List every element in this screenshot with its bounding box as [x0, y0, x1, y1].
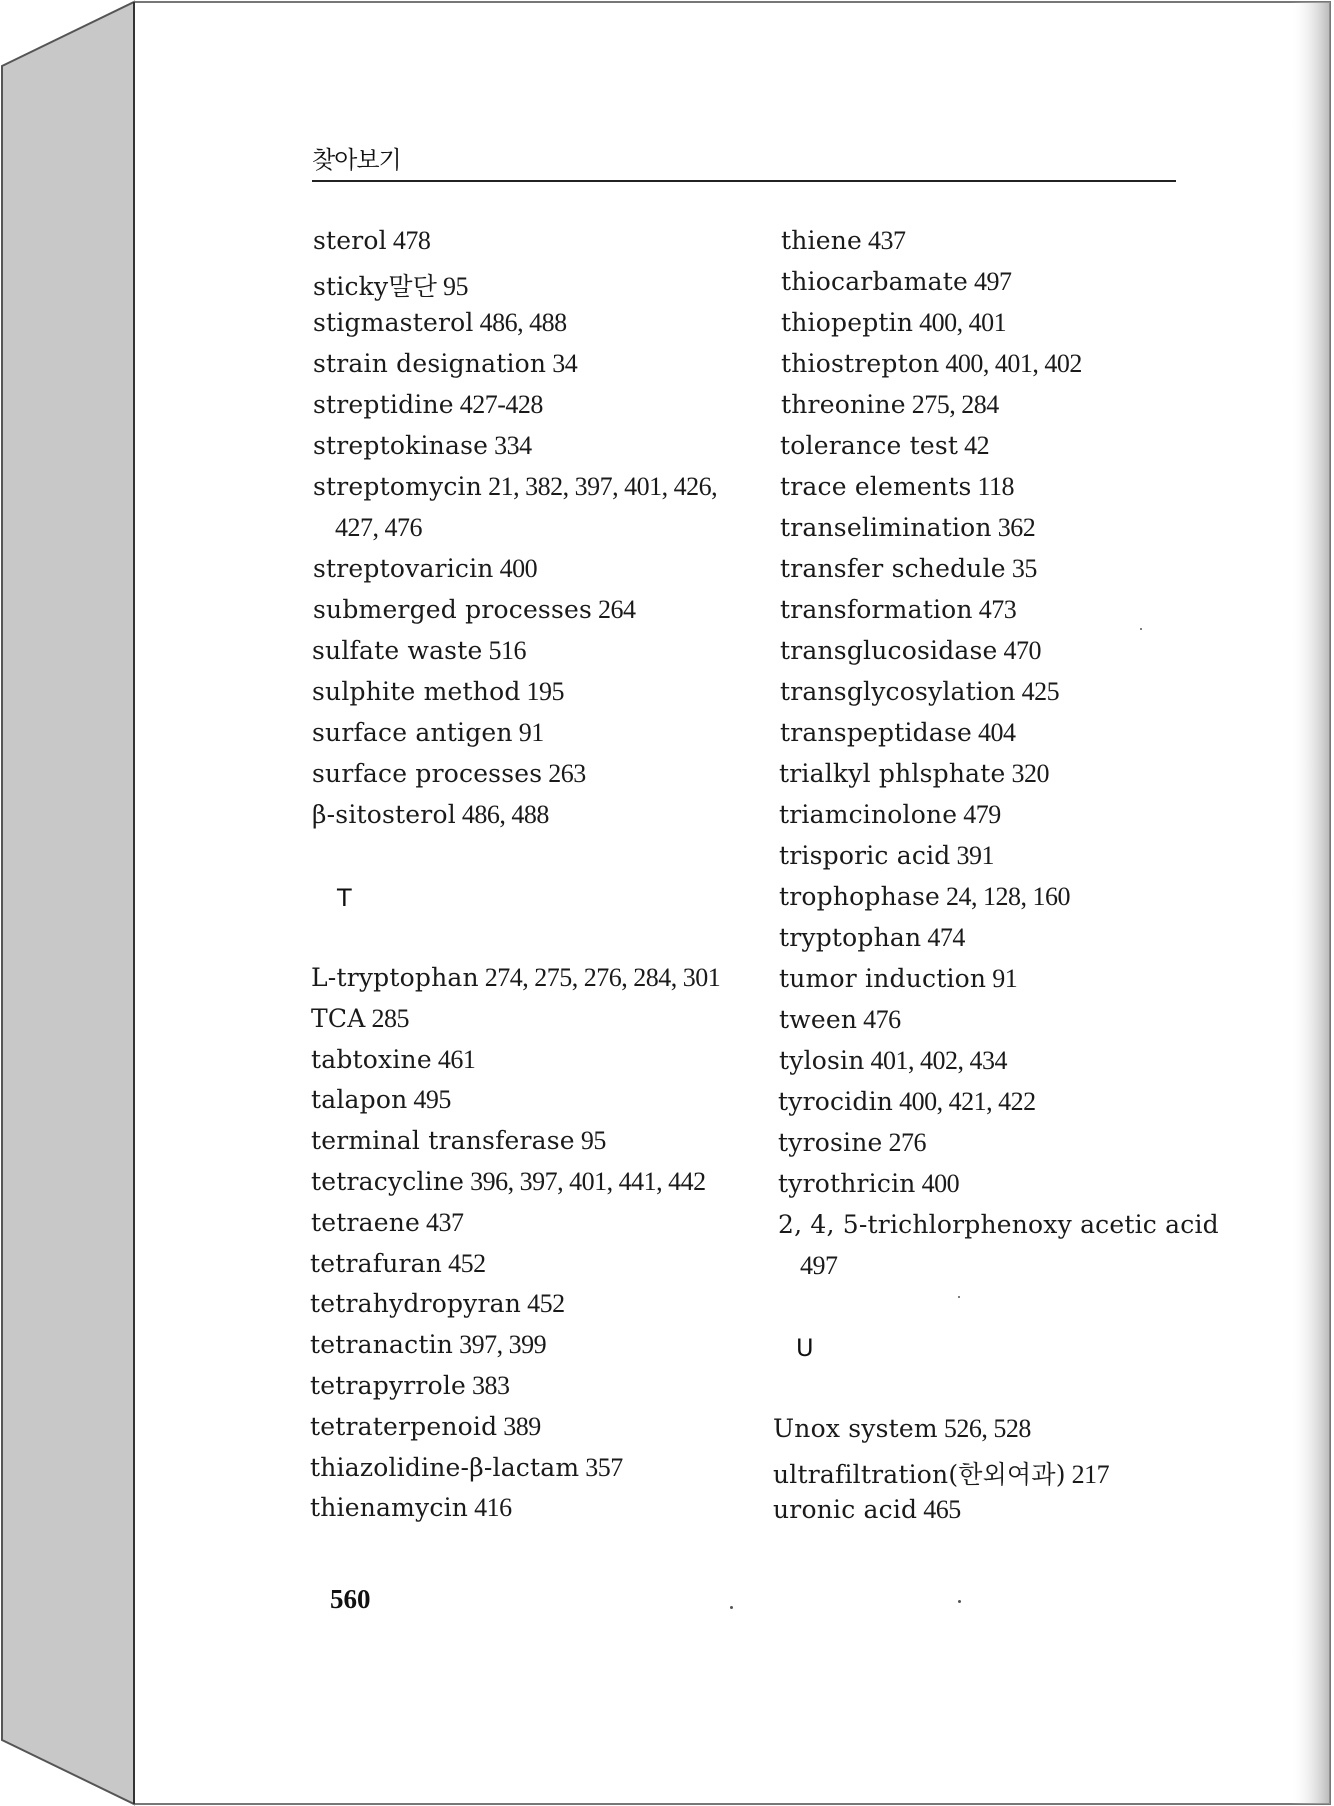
index-entry: [779, 882, 1070, 912]
index-term: tylosin: [779, 1046, 865, 1075]
index-entry: [311, 1045, 475, 1075]
page-right-shadow: [1290, 2, 1330, 1804]
index-pages: 497: [800, 1251, 838, 1280]
index-entry: [311, 1085, 451, 1115]
index-pages: 404: [972, 718, 1016, 747]
index-entry: [313, 431, 532, 461]
index-term: surface processes: [312, 759, 543, 788]
index-term: streptovaricin: [313, 554, 494, 583]
section-heading-u: U: [796, 1334, 814, 1362]
index-entry: [780, 472, 1014, 502]
index-entry: [779, 923, 965, 953]
section-heading-t: T: [337, 884, 352, 912]
index-entry: [773, 1414, 1031, 1444]
index-pages: 479: [957, 800, 1001, 829]
index-term: tetracycline: [311, 1167, 465, 1196]
page-number: 560: [330, 1584, 371, 1614]
index-term: streptokinase: [313, 431, 489, 460]
index-entry: [779, 964, 1017, 994]
index-entry: [780, 677, 1059, 707]
index-term: tetrahydropyran: [310, 1289, 522, 1319]
index-entry: [779, 800, 1001, 830]
index-term: thiene: [781, 226, 863, 255]
index-term: tabtoxine: [311, 1044, 432, 1074]
index-pages: 476: [857, 1005, 901, 1034]
index-term: trophophase: [779, 882, 941, 911]
index-pages: 24, 128, 160: [940, 882, 1071, 911]
index-pages: 320: [1005, 759, 1049, 788]
index-term: stigmasterol: [313, 308, 474, 337]
index-entry: [781, 349, 1082, 379]
index-pages: 397, 399: [453, 1330, 547, 1360]
index-term: talapon: [311, 1085, 408, 1115]
index-entry: [311, 1167, 706, 1197]
index-term: tumor induction: [779, 964, 987, 993]
index-term: trisporic acid: [779, 841, 951, 870]
index-term: tyrothricin: [778, 1169, 916, 1198]
index-pages: 425: [1015, 677, 1060, 706]
index-entry: [778, 1169, 959, 1199]
index-pages: 437: [862, 226, 906, 255]
page-header-title: 찾아보기: [312, 146, 401, 174]
index-term: sulfate waste: [312, 636, 483, 665]
index-pages: 437: [420, 1207, 464, 1237]
index-term: triamcinolone: [779, 800, 958, 829]
index-term: sulphite method: [312, 677, 521, 706]
index-pages: 473: [972, 595, 1017, 624]
index-term: tetranactin: [310, 1330, 454, 1360]
index-pages: 516: [482, 636, 526, 665]
index-entry: [779, 1005, 901, 1035]
index-entry: [313, 267, 468, 303]
index-pages: 362: [991, 513, 1036, 542]
index-entry: [312, 800, 549, 830]
index-entry: [781, 390, 999, 420]
index-entry: [778, 1210, 1219, 1239]
index-term: thiazolidine-β-lactam: [310, 1452, 580, 1482]
index-pages: 400, 401: [913, 308, 1007, 337]
index-pages: 334: [488, 431, 532, 460]
scan-speck: [730, 1606, 733, 1609]
header-rule: [312, 180, 1176, 182]
index-entry: [312, 759, 586, 789]
index-term: threonine: [781, 390, 906, 419]
index-pages: 34: [546, 349, 578, 378]
index-term: uronic acid: [773, 1495, 918, 1524]
index-pages: 416: [468, 1493, 512, 1523]
index-pages: 264: [592, 595, 636, 624]
scan-speck: [958, 1296, 960, 1298]
index-term: transfer schedule: [780, 554, 1006, 583]
index-pages: 195: [520, 677, 565, 706]
index-entry: [773, 1455, 1109, 1491]
index-pages: 478: [386, 226, 431, 255]
index-term: ultrafiltration(한외여과): [773, 1459, 1066, 1489]
index-term: tyrosine: [778, 1128, 883, 1157]
index-term: streptidine: [313, 390, 454, 419]
index-term: thiostrepton: [781, 349, 940, 378]
index-entry: [313, 595, 636, 625]
index-pages: 465: [917, 1495, 961, 1524]
index-pages: 470: [997, 636, 1042, 665]
index-term: transglucosidase: [780, 636, 998, 665]
index-term: thiocarbamate: [781, 267, 969, 296]
index-pages: 461: [431, 1044, 476, 1074]
index-term: tetraene: [311, 1207, 421, 1237]
index-term: tween: [779, 1005, 858, 1034]
index-entry: [311, 1004, 409, 1034]
index-entry: [779, 841, 994, 871]
index-entry: [781, 226, 906, 256]
index-term: submerged processes: [313, 595, 593, 624]
index-pages: 275, 284: [905, 390, 999, 419]
book-spine: [2, 2, 134, 1804]
index-pages: 95: [437, 272, 469, 301]
index-pages: 91: [986, 964, 1018, 993]
index-pages: 400, 421, 422: [893, 1087, 1036, 1116]
index-pages: 21, 382, 397, 401, 426,: [482, 472, 718, 501]
index-term: tryptophan: [779, 923, 922, 952]
index-term: tetrapyrrole: [310, 1371, 467, 1400]
index-term: streptomycin: [313, 472, 483, 501]
index-pages: 285: [365, 1003, 409, 1033]
index-entry: [310, 1493, 512, 1523]
index-entry: [311, 1208, 464, 1238]
index-pages: 400: [915, 1169, 960, 1198]
index-term: Unox system: [773, 1414, 938, 1443]
index-term: tetrafuran: [310, 1248, 443, 1278]
index-entry: [778, 1128, 926, 1158]
index-entry: [313, 390, 543, 420]
index-pages: 486, 488: [455, 800, 549, 829]
index-entry: [313, 554, 537, 584]
index-pages: 396, 397, 401, 441, 442: [464, 1167, 706, 1196]
index-entry: [780, 595, 1016, 625]
index-pages: 389: [497, 1411, 541, 1441]
index-term: terminal transferase: [311, 1126, 575, 1156]
index-pages: 91: [512, 718, 544, 747]
index-pages: 400, 401, 402: [939, 349, 1082, 378]
index-term: surface antigen: [312, 718, 513, 747]
index-entry: [310, 1249, 486, 1279]
scan-speck: [1140, 628, 1142, 630]
index-entry: [780, 636, 1041, 666]
index-entry: [780, 718, 1016, 748]
index-entry: [310, 1371, 510, 1401]
index-pages: 391: [950, 841, 994, 870]
scan-speck: [958, 1600, 961, 1603]
index-pages: 274, 275, 276, 284, 301: [478, 963, 721, 992]
index-pages: 526, 528: [937, 1414, 1031, 1443]
index-term: tyrocidin: [778, 1087, 894, 1116]
index-entry: [779, 759, 1049, 789]
index-pages: 452: [442, 1248, 486, 1278]
index-pages: 118: [971, 472, 1015, 501]
index-term: β-sitosterol: [312, 800, 456, 829]
index-entry: [781, 267, 1012, 297]
index-pages: 497: [968, 267, 1012, 296]
index-entry: [780, 431, 989, 461]
index-term: sticky말단: [313, 272, 438, 301]
index-pages: 495: [407, 1085, 451, 1115]
index-term: tolerance test: [780, 431, 959, 460]
index-entry: [313, 349, 577, 379]
index-pages: 95: [574, 1126, 606, 1156]
index-entry: [310, 1453, 623, 1483]
index-entry: [800, 1251, 838, 1281]
index-term: thienamycin: [310, 1493, 469, 1523]
index-pages: 263: [542, 759, 586, 788]
index-term: transpeptidase: [780, 718, 973, 747]
index-entry: [310, 1330, 546, 1360]
index-entry: [310, 1412, 541, 1442]
index-entry: [779, 1046, 1007, 1076]
index-term: strain designation: [313, 349, 547, 378]
index-entry: [310, 1289, 565, 1319]
index-entry: [781, 308, 1006, 338]
index-term: thiopeptin: [781, 308, 914, 337]
index-pages: 400: [493, 554, 538, 583]
index-pages: 452: [521, 1289, 565, 1319]
index-pages: 427-428: [453, 390, 543, 419]
index-pages: 35: [1005, 554, 1037, 583]
index-pages: 276: [882, 1128, 926, 1157]
index-term: TCA: [311, 1003, 366, 1033]
index-term: trialkyl phlsphate: [779, 759, 1006, 788]
index-pages: 486, 488: [473, 308, 567, 337]
index-entry: [780, 513, 1035, 543]
index-entry: [312, 718, 544, 748]
index-entry: [313, 226, 430, 256]
index-entry: [335, 513, 422, 543]
index-term: trace elements: [780, 472, 972, 501]
index-entry: [313, 308, 567, 338]
index-entry: [780, 554, 1037, 584]
index-pages: 474: [921, 923, 965, 952]
index-term: L-tryptophan: [311, 963, 479, 992]
index-entry: [311, 963, 720, 993]
index-entry: [312, 677, 564, 707]
index-entry: [313, 472, 717, 502]
index-pages: 427, 476: [335, 513, 422, 542]
index-entry: [778, 1087, 1036, 1117]
index-term: tetraterpenoid: [310, 1411, 498, 1441]
index-term: transelimination: [780, 513, 992, 542]
index-entry: [773, 1495, 961, 1525]
index-term: transglycosylation: [780, 677, 1016, 706]
index-term: 2, 4, 5-trichlorphenoxy acetic acid: [778, 1210, 1219, 1239]
index-pages: 357: [579, 1452, 623, 1482]
index-entry: [312, 636, 526, 666]
index-pages: 383: [466, 1371, 510, 1400]
index-term: transformation: [780, 595, 973, 624]
index-entry: [311, 1126, 606, 1156]
index-pages: 217: [1065, 1459, 1110, 1489]
index-pages: 401, 402, 434: [864, 1046, 1008, 1075]
index-pages: 42: [958, 431, 990, 460]
index-term: sterol: [313, 226, 387, 255]
